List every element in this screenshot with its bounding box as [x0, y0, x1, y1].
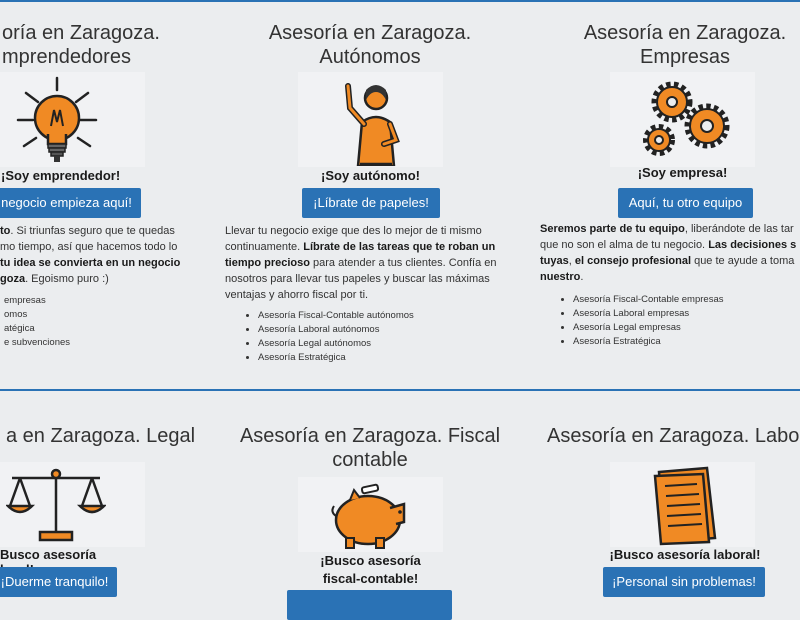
- card-legal: [0, 392, 240, 600]
- card-title: Asesoría en Zaragoza. Fiscal contable: [239, 425, 501, 471]
- list-item[interactable]: • Asesoría Laboral autónomos: [258, 323, 414, 337]
- list-item[interactable]: omos: [4, 309, 28, 320]
- card-fiscal: [220, 392, 520, 600]
- card-label: ¡Soy autónomo!: [321, 168, 420, 183]
- card-title: Asesoría en Zaragoza. Autónomos: [268, 22, 472, 68]
- piggy-bank-icon: [328, 482, 418, 552]
- card-label: Busco asesoría: [0, 547, 97, 562]
- list-item[interactable]: atégica: [4, 323, 35, 334]
- services-list: [557, 293, 723, 349]
- scales-icon: [6, 466, 106, 544]
- card-description: Seremos parte de tu equipo, liberándote de las tar que no son el alma de tu negocio. Las decisiones s tuyas, el consejo profesional que te ayude a toma nuestro.: [540, 223, 797, 283]
- list-item[interactable]: • Asesoría Legal empresas: [573, 321, 723, 335]
- emprendedores-cta-button[interactable]: negocio empieza aquí!: [0, 188, 141, 218]
- card-title: a en Zaragoza. Legal: [6, 425, 196, 447]
- card-label: ¡Soy empresa!: [637, 165, 728, 180]
- card-emprendedores: [0, 0, 240, 380]
- legal-cta-button[interactable]: ¡Duerme tranquilo!: [0, 567, 117, 597]
- card-empresas: [535, 0, 800, 380]
- card-label: ¡Soy emprendedor!: [1, 168, 121, 183]
- list-item[interactable]: • Asesoría Estratégica: [258, 351, 414, 365]
- card-title: oría en Zaragoza. mprendedores: [2, 22, 160, 68]
- fiscal-cta-button[interactable]: [287, 590, 452, 620]
- list-item[interactable]: empresas: [4, 295, 46, 306]
- services-list: [0, 294, 70, 350]
- card-laboral: [535, 392, 800, 600]
- card-autonomos: [220, 0, 520, 380]
- documents-icon: [645, 466, 725, 546]
- card-title: Asesoría en Zaragoza. Labo: [547, 425, 800, 447]
- list-item[interactable]: • Asesoría Legal autónomos: [258, 337, 414, 351]
- card-label: ¡Busco asesoría fiscal-contable!: [320, 553, 421, 586]
- autonomos-cta-button[interactable]: ¡Líbrate de papeles!: [302, 188, 440, 218]
- card-label: ¡Busco asesoría laboral!: [609, 547, 761, 562]
- card-title: Asesoría en Zaragoza. Empresas: [583, 22, 787, 68]
- list-item[interactable]: • Asesoría Estratégica: [573, 335, 723, 349]
- lightbulb-icon: [8, 76, 108, 168]
- list-item[interactable]: • Asesoría Laboral empresas: [573, 307, 723, 321]
- empresas-cta-button[interactable]: Aquí, tu otro equipo: [618, 188, 753, 218]
- card-description: Llevar tu negocio exige que des lo mejor de ti mismo continuamente. Líbrate de las tareas que te roban un tiempo precioso para atender a tus clientes. Confía en nosotros para llevar tus papeles y buscar las máximas ventajas y ahorro fiscal por ti.: [225, 225, 497, 301]
- card-description: to. Si triunfas seguro que te quedas mo tiempo, así que hacemos todo lo tu idea se convierta en un negocio goza. Egoismo puro :): [0, 225, 181, 285]
- gears-icon: [637, 78, 737, 164]
- services-list: [242, 309, 414, 365]
- list-item[interactable]: • Asesoría Fiscal-Contable empresas: [573, 293, 723, 307]
- list-item[interactable]: • Asesoría Fiscal-Contable autónomos: [258, 309, 414, 323]
- section-divider: [0, 389, 800, 391]
- person-icon: [338, 78, 408, 166]
- list-item[interactable]: e subvenciones: [4, 337, 71, 348]
- laboral-cta-button[interactable]: ¡Personal sin problemas!: [603, 567, 765, 597]
